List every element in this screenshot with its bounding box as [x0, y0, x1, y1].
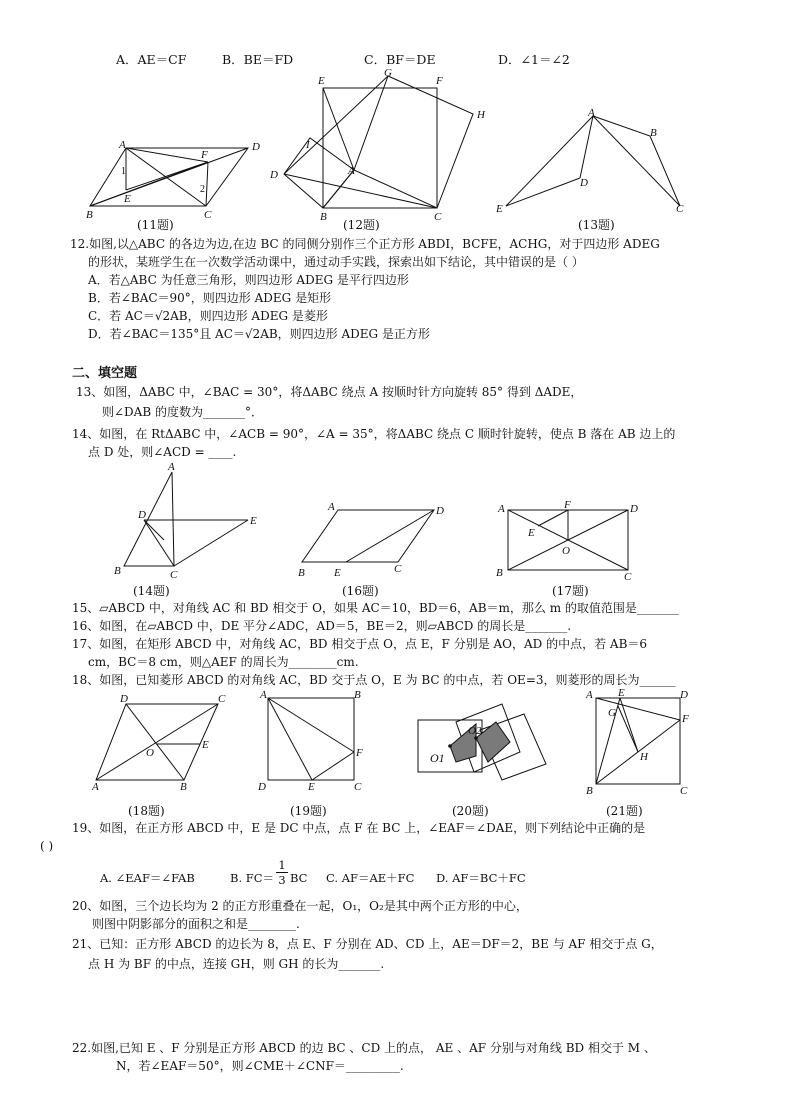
q22-line1: 22.如图,已知 E 、F 分别是正方形 ABCD 的边 BC 、CD 上的点， AE 、AF 分别与对角线 BD 相交于 M 、	[72, 1041, 656, 1055]
q19-option-b-suffix: BC	[290, 871, 308, 885]
svg-text:E: E	[496, 203, 503, 215]
svg-text:E: E	[334, 567, 341, 579]
svg-text:D: D	[680, 689, 688, 701]
q16: 16、如图，在▱ABCD 中，DE 平分∠ADC，AD＝5，BE＝2，则▱ABCD 的周长是_______.	[72, 619, 572, 633]
svg-text:B: B	[298, 567, 305, 579]
svg-text:B: B	[180, 781, 187, 793]
svg-text:C: C	[680, 785, 688, 797]
q12-stem-line1: 12.如图,以△ABC 的各边为边,在边 BC 的同侧分别作三个正方形 ABDI，BCFE，ACHG，对于四边形 ADEG	[70, 237, 660, 251]
fraction-denominator: 3	[278, 873, 286, 887]
svg-text:F: F	[564, 499, 571, 511]
q21-line2: 点 H 为 BF 的中点，连接 GH，则 GH 的长为_______.	[88, 957, 385, 971]
svg-text:E: E	[528, 527, 535, 539]
svg-text:D: D	[580, 177, 588, 189]
svg-text:E: E	[202, 739, 209, 751]
caption-18: (18题)	[128, 804, 165, 818]
svg-text:C: C	[624, 571, 632, 583]
caption-17: (17题)	[552, 584, 589, 598]
svg-text:B: B	[320, 211, 327, 223]
svg-text:C: C	[204, 209, 212, 221]
fraction-numerator: 1	[278, 858, 286, 872]
figure-12	[270, 67, 490, 223]
q19-option-d: D. AF＝BC＋FC	[436, 871, 526, 885]
q12-option-d: D．若∠BAC＝135°且 AC＝√2AB，则四边形 ADEG 是正方形	[88, 327, 430, 341]
caption-11: (11题)	[137, 218, 174, 232]
q15: 15、▱ABCD 中，对角线 AC 和 BD 相交于 O，如果 AC＝10，BD＝6，AB＝m，那么 m 的取值范围是_______	[72, 601, 679, 615]
svg-text:C: C	[218, 693, 226, 705]
figure-13	[490, 106, 690, 216]
svg-text:A: A	[92, 781, 99, 793]
q12-option-a: A．若△ABC 为任意三角形，则四边形 ADEG 是平行四边形	[88, 273, 409, 287]
section-fill-in-title: 二、填空题	[72, 366, 138, 381]
figure-17	[494, 499, 644, 583]
svg-text:G: G	[608, 707, 616, 719]
svg-text:G: G	[384, 67, 392, 79]
svg-text:A: A	[348, 165, 355, 177]
svg-text:O1: O1	[430, 751, 445, 765]
svg-text:D: D	[436, 505, 444, 517]
svg-text:A: A	[498, 503, 505, 515]
svg-text:F: F	[682, 713, 689, 725]
svg-text:B: B	[114, 565, 121, 577]
svg-text:C: C	[434, 211, 442, 223]
svg-text:E: E	[250, 515, 257, 527]
svg-text:F: F	[356, 747, 363, 759]
figure-16	[298, 502, 458, 582]
caption-14: (14题)	[133, 584, 170, 598]
figure-19	[258, 690, 368, 800]
caption-19: (19题)	[290, 804, 327, 818]
svg-text:A: A	[168, 461, 175, 473]
q12-stem-line2: 的形状，某班学生在一次数学活动课中，通过动手实践，探索出如下结论，其中错误的是（ ）	[88, 255, 584, 269]
svg-text:B: B	[86, 209, 93, 221]
svg-text:C: C	[354, 781, 362, 793]
figure-11	[86, 140, 266, 220]
q21-line1: 21、已知：正方形 ABCD 的边长为 8，点 E、F 分别在 AD、CD 上，AE＝DF＝2，BE 与 AF 相交于点 G，	[72, 937, 663, 951]
svg-text:I: I	[306, 139, 310, 151]
svg-text:O: O	[146, 747, 154, 759]
q14-line2: 点 D 处，则∠ACD = ____.	[88, 445, 237, 459]
svg-text:B: B	[650, 127, 657, 139]
figure-18	[92, 690, 232, 800]
q20-line1: 20、如图，三个边长均为 2 的正方形重叠在一起，O₁，O₂是其中两个正方形的中心，	[72, 899, 528, 913]
q19-option-c: C. AF＝AE＋FC	[326, 871, 415, 885]
svg-text:1: 1	[121, 166, 126, 177]
svg-text:H: H	[477, 109, 485, 121]
svg-text:O2: O2	[468, 725, 482, 737]
svg-text:E: E	[618, 687, 625, 699]
svg-text:E: E	[308, 781, 315, 793]
q22-line2: N，若∠EAF＝50°，则∠CME＋∠CNF＝_________.	[116, 1059, 404, 1073]
q19-line1: 19、如图，在正方形 ABCD 中，E 是 DC 中点，点 F 在 BC 上，∠EAF＝∠DAE，则下列结论中正确的是	[72, 821, 646, 835]
figure-21	[584, 687, 704, 800]
svg-text:B: B	[354, 689, 361, 701]
svg-text:B: B	[586, 785, 593, 797]
q14-line1: 14、如图，在 RtΔABC 中，∠ACB = 90°，∠A = 35°，将ΔABC 绕点 C 顺时针旋转，使点 B 落在 AB 边上的	[72, 427, 676, 441]
svg-text:H: H	[640, 751, 648, 763]
svg-text:C: C	[394, 563, 402, 575]
q19-option-a: A. ∠EAF＝∠FAB	[100, 871, 195, 885]
svg-text:C: C	[170, 569, 178, 581]
svg-text:B: B	[496, 567, 503, 579]
caption-12: (12题)	[343, 218, 380, 232]
svg-text:A: A	[328, 501, 335, 513]
caption-16: (16题)	[342, 584, 379, 598]
svg-text:E: E	[318, 75, 325, 87]
svg-text:D: D	[120, 693, 128, 705]
q11-option-b: B．BE＝FD	[222, 52, 294, 67]
q13-line2: 则∠DAB 的度数为_______°．	[102, 405, 263, 419]
svg-text:F: F	[201, 149, 208, 161]
q19-line2: ( )	[40, 839, 54, 853]
svg-text:D: D	[270, 169, 278, 181]
svg-text:A: A	[119, 139, 126, 151]
q20-line2: 则图中阴影部分的面积之和是________.	[92, 917, 300, 931]
svg-text:D: D	[138, 509, 146, 521]
q12-option-c: C．若 AC＝√2AB，则四边形 ADEG 是菱形	[88, 309, 328, 323]
caption-20: (20题)	[452, 804, 489, 818]
caption-21: (21题)	[606, 804, 643, 818]
q17-line1: 17、如图，在矩形 ABCD 中，对角线 AC，BD 相交于点 O，点 E，F 分别是 AO，AD 的中点，若 AB＝6	[72, 637, 648, 651]
svg-text:F: F	[436, 75, 443, 87]
figure-14	[114, 461, 274, 581]
svg-text:E: E	[124, 193, 131, 205]
svg-text:A: A	[586, 689, 593, 701]
svg-text:A: A	[260, 689, 267, 701]
q12-option-b: B．若∠BAC＝90°，则四边形 ADEG 是矩形	[88, 291, 332, 305]
svg-text:C: C	[676, 203, 684, 215]
figure-20	[412, 700, 562, 790]
svg-text:A: A	[588, 107, 595, 119]
caption-13: (13题)	[578, 218, 615, 232]
svg-text:O: O	[562, 545, 570, 557]
q19-option-b-fraction	[276, 858, 288, 887]
q11-option-d: D．∠1＝∠2	[498, 52, 570, 67]
q17-line2: cm，BC＝8 cm，则△AEF 的周长为________cm.	[88, 655, 359, 669]
q13-line1: 13、如图，ΔABC 中，∠BAC = 30°，将ΔABC 绕点 A 按顺时针方向旋转 85° 得到 ΔADE，	[76, 385, 583, 399]
svg-text:D: D	[252, 141, 260, 153]
q18: 18、如图，已知菱形 ABCD 的对角线 AC，BD 交于点 O，E 为 BC 的中点，若 OE=3，则菱形的周长为______	[72, 673, 676, 687]
q11-option-a: A．AE＝CF	[116, 52, 187, 67]
svg-text:D: D	[258, 781, 266, 793]
q19-option-b-prefix: B. FC＝	[230, 871, 275, 885]
q11-option-c: C．BF＝DE	[364, 52, 436, 67]
svg-text:D: D	[630, 503, 638, 515]
svg-text:2: 2	[200, 184, 205, 195]
